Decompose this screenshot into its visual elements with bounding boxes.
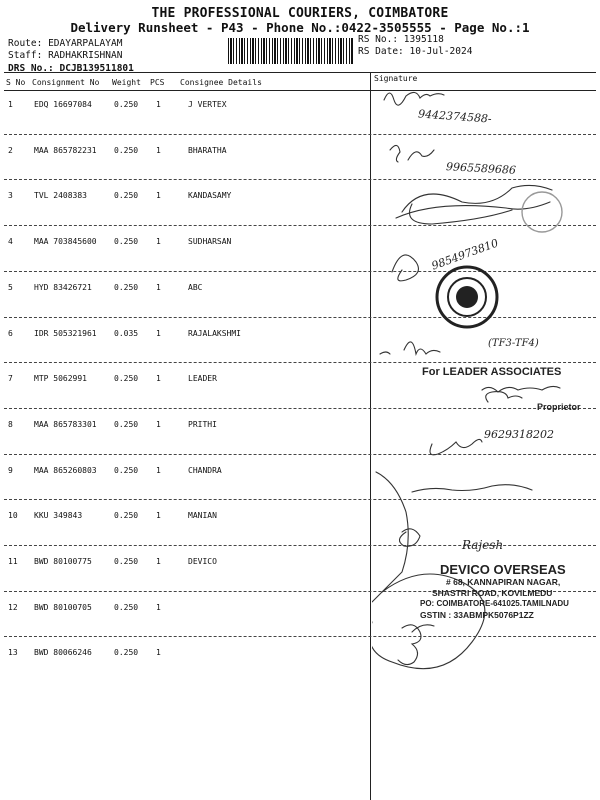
row-weight: 0.035 <box>114 329 139 338</box>
stamp-proprietor: Proprietor <box>537 402 581 412</box>
row-consignee: CHANDRA <box>188 466 222 475</box>
stamp-devico-line1: # 68, KANNAPIRAN NAGAR, <box>446 577 561 587</box>
row-sno: 13 <box>8 648 18 657</box>
row-pcs: 1 <box>156 557 161 566</box>
row-weight: 0.250 <box>114 466 139 475</box>
stamp-devico-line2: SHASTRI ROAD, KOVILMEDU <box>432 588 553 598</box>
table-row <box>0 283 370 299</box>
signature-name-row11: Rajesh <box>462 538 504 552</box>
row-consignment: HYD 83426721 <box>34 283 92 292</box>
row-consignee: KANDASAMY <box>188 191 232 200</box>
signature-row4 <box>392 255 418 281</box>
signature-row11 <box>399 529 420 546</box>
table-row <box>0 603 370 619</box>
row-consignment: MAA 865783301 <box>34 420 97 429</box>
row-consignee: ABC <box>188 283 203 292</box>
stamp-leader-associates: For LEADER ASSOCIATES <box>422 366 562 378</box>
row-sno: 9 <box>8 466 13 475</box>
row-consignment: MAA 865782231 <box>34 146 97 155</box>
row-pcs: 1 <box>156 100 161 109</box>
row-weight: 0.250 <box>114 557 139 566</box>
row-pcs: 1 <box>156 237 161 246</box>
stamp-row3 <box>522 192 562 232</box>
signature-row7 <box>482 386 560 392</box>
row-pcs: 1 <box>156 420 161 429</box>
row-consignee: LEADER <box>188 374 217 383</box>
row-weight: 0.250 <box>114 374 139 383</box>
row-sno: 1 <box>8 100 13 109</box>
row-consignment: MAA 703845600 <box>34 237 97 246</box>
table-row <box>0 466 370 482</box>
col-pcs: PCS <box>150 78 165 87</box>
row-weight: 0.250 <box>114 146 139 155</box>
table-row <box>0 237 370 253</box>
table-row <box>0 511 370 527</box>
runsheet-subtitle: Delivery Runsheet - P43 - Phone No.:0422-3505555 - Page No.:1 <box>70 20 530 35</box>
col-signature: Signature <box>374 74 418 83</box>
row-consignment: EDQ 16697084 <box>34 100 92 109</box>
signature-row1 <box>384 92 444 105</box>
row-weight: 0.250 <box>114 191 139 200</box>
row-pcs: 1 <box>156 466 161 475</box>
row-consignee: BHARATHA <box>188 146 227 155</box>
signature-phone-row4: 9854973810 <box>429 236 501 273</box>
round-stamp <box>437 267 497 327</box>
row-weight: 0.250 <box>114 603 139 612</box>
signature-column-divider <box>370 72 371 800</box>
row-consignment: BWD 80066246 <box>34 648 92 657</box>
row-weight: 0.250 <box>114 648 139 657</box>
row-pcs: 1 <box>156 511 161 520</box>
staff-line: Staff: RADHAKRISHNAN <box>8 50 123 61</box>
rs-no-value: 1395118 <box>403 34 444 45</box>
signature-row3 <box>396 185 552 224</box>
row-weight: 0.250 <box>114 237 139 246</box>
row-weight: 0.250 <box>114 283 139 292</box>
row-pcs: 1 <box>156 329 161 338</box>
row-consignment: TVL 2408383 <box>34 191 87 200</box>
row-weight: 0.250 <box>114 420 139 429</box>
row-consignee: PRITHI <box>188 420 217 429</box>
col-weight: Weight <box>112 78 141 87</box>
row-weight: 0.250 <box>114 511 139 520</box>
rs-date-line: RS Date: 10-Jul-2024 <box>358 46 473 57</box>
row-consignee: J VERTEX <box>188 100 227 109</box>
table-row <box>0 146 370 162</box>
row-sno: 11 <box>8 557 18 566</box>
signature-row2 <box>390 145 434 162</box>
row-pcs: 1 <box>156 374 161 383</box>
table-row <box>0 100 370 116</box>
col-consignee: Consignee Details <box>180 78 262 87</box>
table-row <box>0 329 370 345</box>
row-pcs: 1 <box>156 146 161 155</box>
signature-phone-row1: 9442374588- <box>417 107 493 126</box>
row-sno: 3 <box>8 191 13 200</box>
table-row <box>0 648 370 664</box>
staff-value: RADHAKRISHNAN <box>48 50 123 61</box>
row-weight: 0.250 <box>114 100 139 109</box>
row-consignee: RAJALAKSHMI <box>188 329 241 338</box>
signature-phone-row2: 9965589686 <box>445 160 517 177</box>
drs-line: DRS No.: DCJB139511801 <box>8 63 134 74</box>
row-consignment: IDR 505321961 <box>34 329 97 338</box>
row-sno: 2 <box>8 146 13 155</box>
signature-row8 <box>430 439 482 454</box>
table-row <box>0 420 370 436</box>
row-consignee: MANIAN <box>188 511 217 520</box>
col-consignment: Consignment No <box>32 78 100 87</box>
row-consignment: BWD 80100775 <box>34 557 92 566</box>
stamp-devico-gstin: GSTIN : 33ABMPK5076P1ZZ <box>420 610 534 620</box>
row-pcs: 1 <box>156 191 161 200</box>
col-sno: S No <box>6 78 26 87</box>
route-value: EDAYARPALAYAM <box>48 38 123 49</box>
stamp-devico-overseas: DEVICO OVERSEAS <box>440 562 566 577</box>
rs-date-value: 10-Jul-2024 <box>409 46 473 57</box>
barcode <box>228 38 353 64</box>
table-row <box>0 191 370 207</box>
row-pcs: 1 <box>156 603 161 612</box>
row-sno: 5 <box>8 283 13 292</box>
row-consignment: MAA 865260803 <box>34 466 97 475</box>
signature-note-row6: (TF3-TF4) <box>488 338 539 349</box>
signature-phone-row8: 9629318202 <box>484 428 554 441</box>
signature-leader <box>486 392 522 402</box>
row-consignment: MTP 5062991 <box>34 374 87 383</box>
row-sno: 10 <box>8 511 18 520</box>
row-consignment: KKU 349843 <box>34 511 83 520</box>
row-pcs: 1 <box>156 283 161 292</box>
company-title: THE PROFESSIONAL COURIERS, COIMBATORE <box>151 6 449 21</box>
row-consignment: BWD 80100705 <box>34 603 92 612</box>
row-sno: 8 <box>8 420 13 429</box>
route-line: Route: EDAYARPALAYAM <box>8 38 123 49</box>
stamp-devico-line3: PO: COIMBATORE-641025.TAMILNADU <box>420 599 569 608</box>
row-consignee: DEVICO <box>188 557 217 566</box>
row-sno: 7 <box>8 374 13 383</box>
row-sno: 6 <box>8 329 13 338</box>
table-row <box>0 374 370 390</box>
drs-value: DCJB139511801 <box>59 63 134 74</box>
table-row <box>0 557 370 573</box>
signature-row6 <box>380 342 440 354</box>
row-sno: 4 <box>8 237 13 246</box>
row-sno: 12 <box>8 603 18 612</box>
rs-no-line: RS No.: 1395118 <box>358 34 444 45</box>
row-pcs: 1 <box>156 648 161 657</box>
row-consignee: SUDHARSAN <box>188 237 232 246</box>
signature-row13-mark <box>398 625 421 665</box>
